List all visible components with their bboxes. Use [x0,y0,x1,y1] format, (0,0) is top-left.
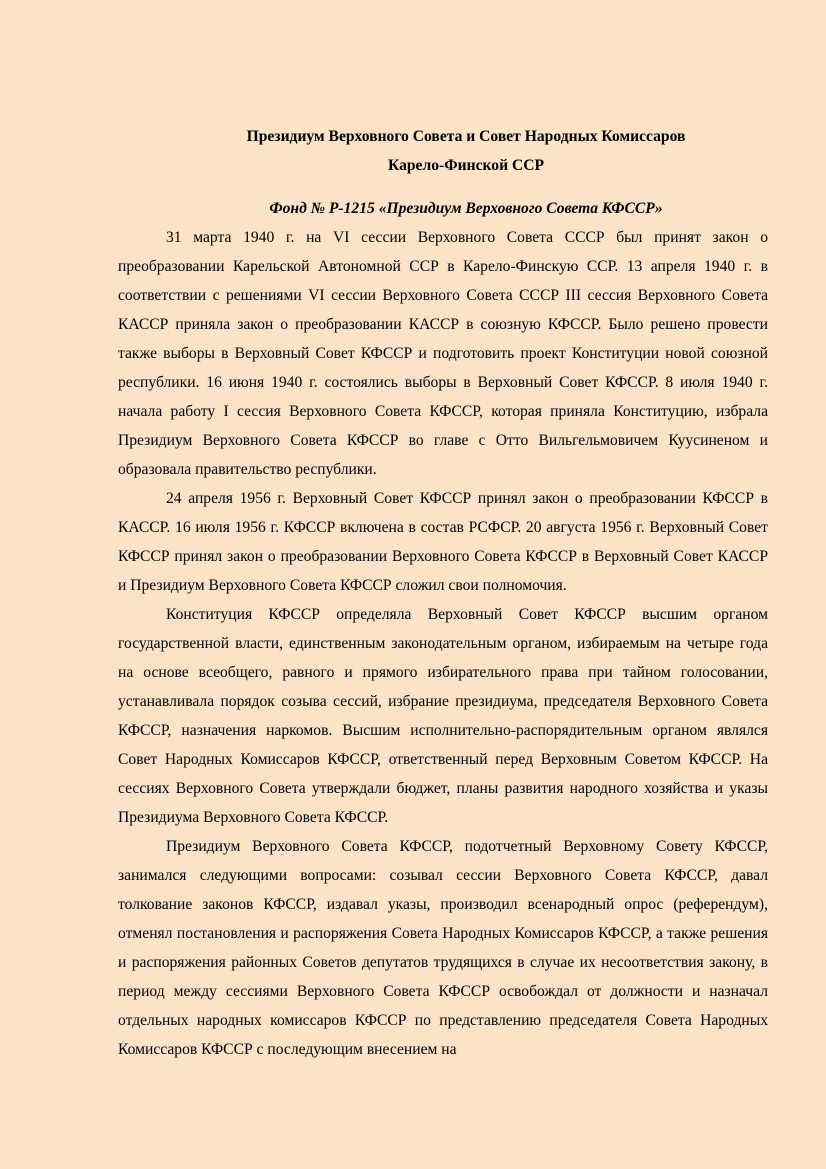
document-title-line-2: Карело-Финской ССР [387,157,545,174]
paragraph-3: Конституция КФССР определяла Верховный Совет КФССР высшим органом государственной власти, единственным законодательным органом, избираемым на четыре года на основе всеобщего, равного и прямого избирательного права при тайном голосовании, устанавливала порядок созыва сессий, избрание президиума, председателя Верховного Совета КФССР, назначения наркомов. Высшим исполнительно-распорядительным органом являлся Совет Народных Комиссаров КФССР, ответственный перед Верховным Советом КФССР. На сессиях Верховного Совета утверждали бюджет, планы развития народного хозяйства и указы Президиума Верховного Совета КФССР. [118,606,768,826]
paragraph-2: 24 апреля 1956 г. Верховный Совет КФССР принял закон о преобразовании КФССР в КАССР. 16 июля 1956 г. КФССР включена в состав РСФСР. 20 августа 1956 г. Верховный Совет КФССР принял закон о преобразовании Верховного Совета КФССР в Верховный Совет КАССР и Президиум Верховного Совета КФССР сложил свои полномочия. [118,490,768,594]
paragraph-4: Президиум Верховного Совета КФССР, подотчетный Верховному Совету КФССР, занимался следующими вопросами: созывал сессии Верховного Совета КФССР, давал толкование законов КФССР, издавал указы, производил всенародный опрос (референдум), отменял постановления и распоряжения Совета Народных Комиссаров КФССР, а также решения и распоряжения районных Советов депутатов трудящихся в случае их несоответствия закону, в период между сессиями Верховного Совета КФССР освобождал от должности и назначал отдельных народных комиссаров КФССР по представлению председателя Совета Народных Комиссаров КФССР с последующим внесением на [118,838,768,1058]
fond-heading: Фонд № Р-1215 «Президиум Верховного Совета КФССР» [269,200,663,217]
document-page [118,122,768,1064]
paragraph-1: 31 марта 1940 г. на VI сессии Верховного Совета СССР был принят закон о преобразовании Карельской Автономной ССР в Карело-Финскую ССР. 13 апреля 1940 г. в соответствии с решениями VI сессии Верховного Совета СССР III сессия Верховного Совета КАССР приняла закон о преобразовании КАССР в союзную КФССР. Было решено провести также выборы в Верховный Совет КФССР и подготовить проект Конституции новой союзной республики. 16 июня 1940 г. состоялись выборы в Верховный Совет КФССР. 8 июля 1940 г. начала работу I сессия Верховного Совета КФССР, которая приняла Конституцию, избрала Президиум Верховного Совета КФССР во главе с Отто Вильгельмовичем Куусиненом и образовала правительство республики. [118,229,768,478]
document-title-line-1: Президиум Верховного Совета и Совет Народных Комиссаров [246,128,686,145]
